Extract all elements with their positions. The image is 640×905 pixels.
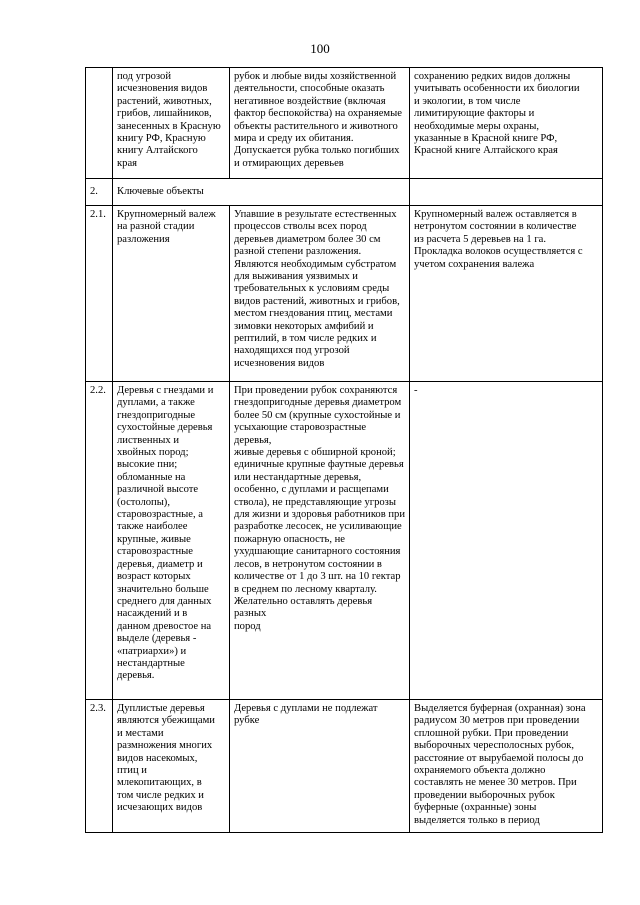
section-heading: Ключевые объекты <box>113 179 410 206</box>
row-number: 2.2. <box>86 382 113 700</box>
object-description: под угрозой исчезновения видов растений, животных, грибов, лишайников, занесенных в Красную книгу РФ, Красную книгу Алтайского края <box>113 68 230 179</box>
conservation-table <box>85 67 603 833</box>
row-number: 2.1. <box>86 206 113 382</box>
object-description: Крупномерный валеж на разной стадии разложения <box>113 206 230 382</box>
section-row <box>86 179 603 206</box>
empty-cell <box>410 179 603 206</box>
table-row <box>86 206 603 382</box>
protection-measures: сохранению редких видов должны учитывать особенности их биологии и экологии, в том числе лимитирующие факторы и необходимые меры охраны, указанные в Красной книге РФ, Красной книге Алтайского края <box>410 68 603 179</box>
row-number: 2.3. <box>86 700 113 833</box>
row-number <box>86 68 113 179</box>
object-characteristics: Упавшие в результате естественных процессов стволы всех пород деревьев диаметром более 30 см разной степени разложения. Являются необходимым субстратом для выживания уязвимых и требовательных к условиям среды видов растений, животных и грибов, местом гнездования птиц, местами зимовки некоторых амфибий и рептилий, в том числе редких и находящихся под угрозой исчезновения видов <box>230 206 410 382</box>
object-description: Дуплистые деревья являются убежищами и местами размножения многих видов насекомых, птиц и млекопитающих, в том числе редких и исчезающих видов <box>113 700 230 833</box>
object-characteristics: рубок и любые виды хозяйственной деятельности, способные оказать негативное воздействие (включая фактор беспокойства) на охраняемые объекты растительного и животного мира и среду их обитания. Допускается рубка только погибших и отмирающих деревьев <box>230 68 410 179</box>
protection-measures: Крупномерный валеж оставляется в нетронутом состоянии в количестве из расчета 5 деревьев на 1 га. Прокладка волоков осуществляется с учетом сохранения валежа <box>410 206 603 382</box>
table-row <box>86 700 603 833</box>
table-row <box>86 382 603 700</box>
object-characteristics: При проведении рубок сохраняются гнездопригодные деревья диаметром более 50 см (крупные сухостойные и усыхающие старовозрастные деревья, живые деревья с обширной кроной; единичные крупные фаутные деревья или нестандартные деревья, особенно, с дуплами и расщепами ствола), не представляющие угрозы для жизни и здоровья работников при разработке лесосек, не усиливающие пожарную опасность, не ухудшающие санитарного состояния лесов, в нетронутом состоянии в количестве от 1 до 3 шт. на 10 гектар в среднем по лесному кварталу. Желательно оставлять деревья разных пород <box>230 382 410 700</box>
object-characteristics: Деревья с дуплами не подлежат рубке <box>230 700 410 833</box>
row-number: 2. <box>86 179 113 206</box>
protection-measures: - <box>410 382 603 700</box>
object-description: Деревья с гнездами и дуплами, а также гнездопригодные сухостойные деревья лиственных и хвойных пород; высокие пни; обломанные на различной высоте (остолопы), старовозрастные, а также наиболее крупные, живые старовозрастные деревья, диаметр и возраст которых значительно больше среднего для данных насаждений и в данном древостое на выделе (деревья - «патриархи») и нестандартные деревья. <box>113 382 230 700</box>
protection-measures: Выделяется буферная (охранная) зона радиусом 30 метров при проведении сплошной рубки. При проведении выборочных чересполосных рубок, расстояние от вырубаемой полосы до охраняемого объекта должно составлять не менее 30 метров. При проведении выборочных рубок буферные (охранные) зоны выделяется только в период <box>410 700 603 833</box>
table-row <box>86 68 603 179</box>
page-number: 100 <box>310 41 330 56</box>
